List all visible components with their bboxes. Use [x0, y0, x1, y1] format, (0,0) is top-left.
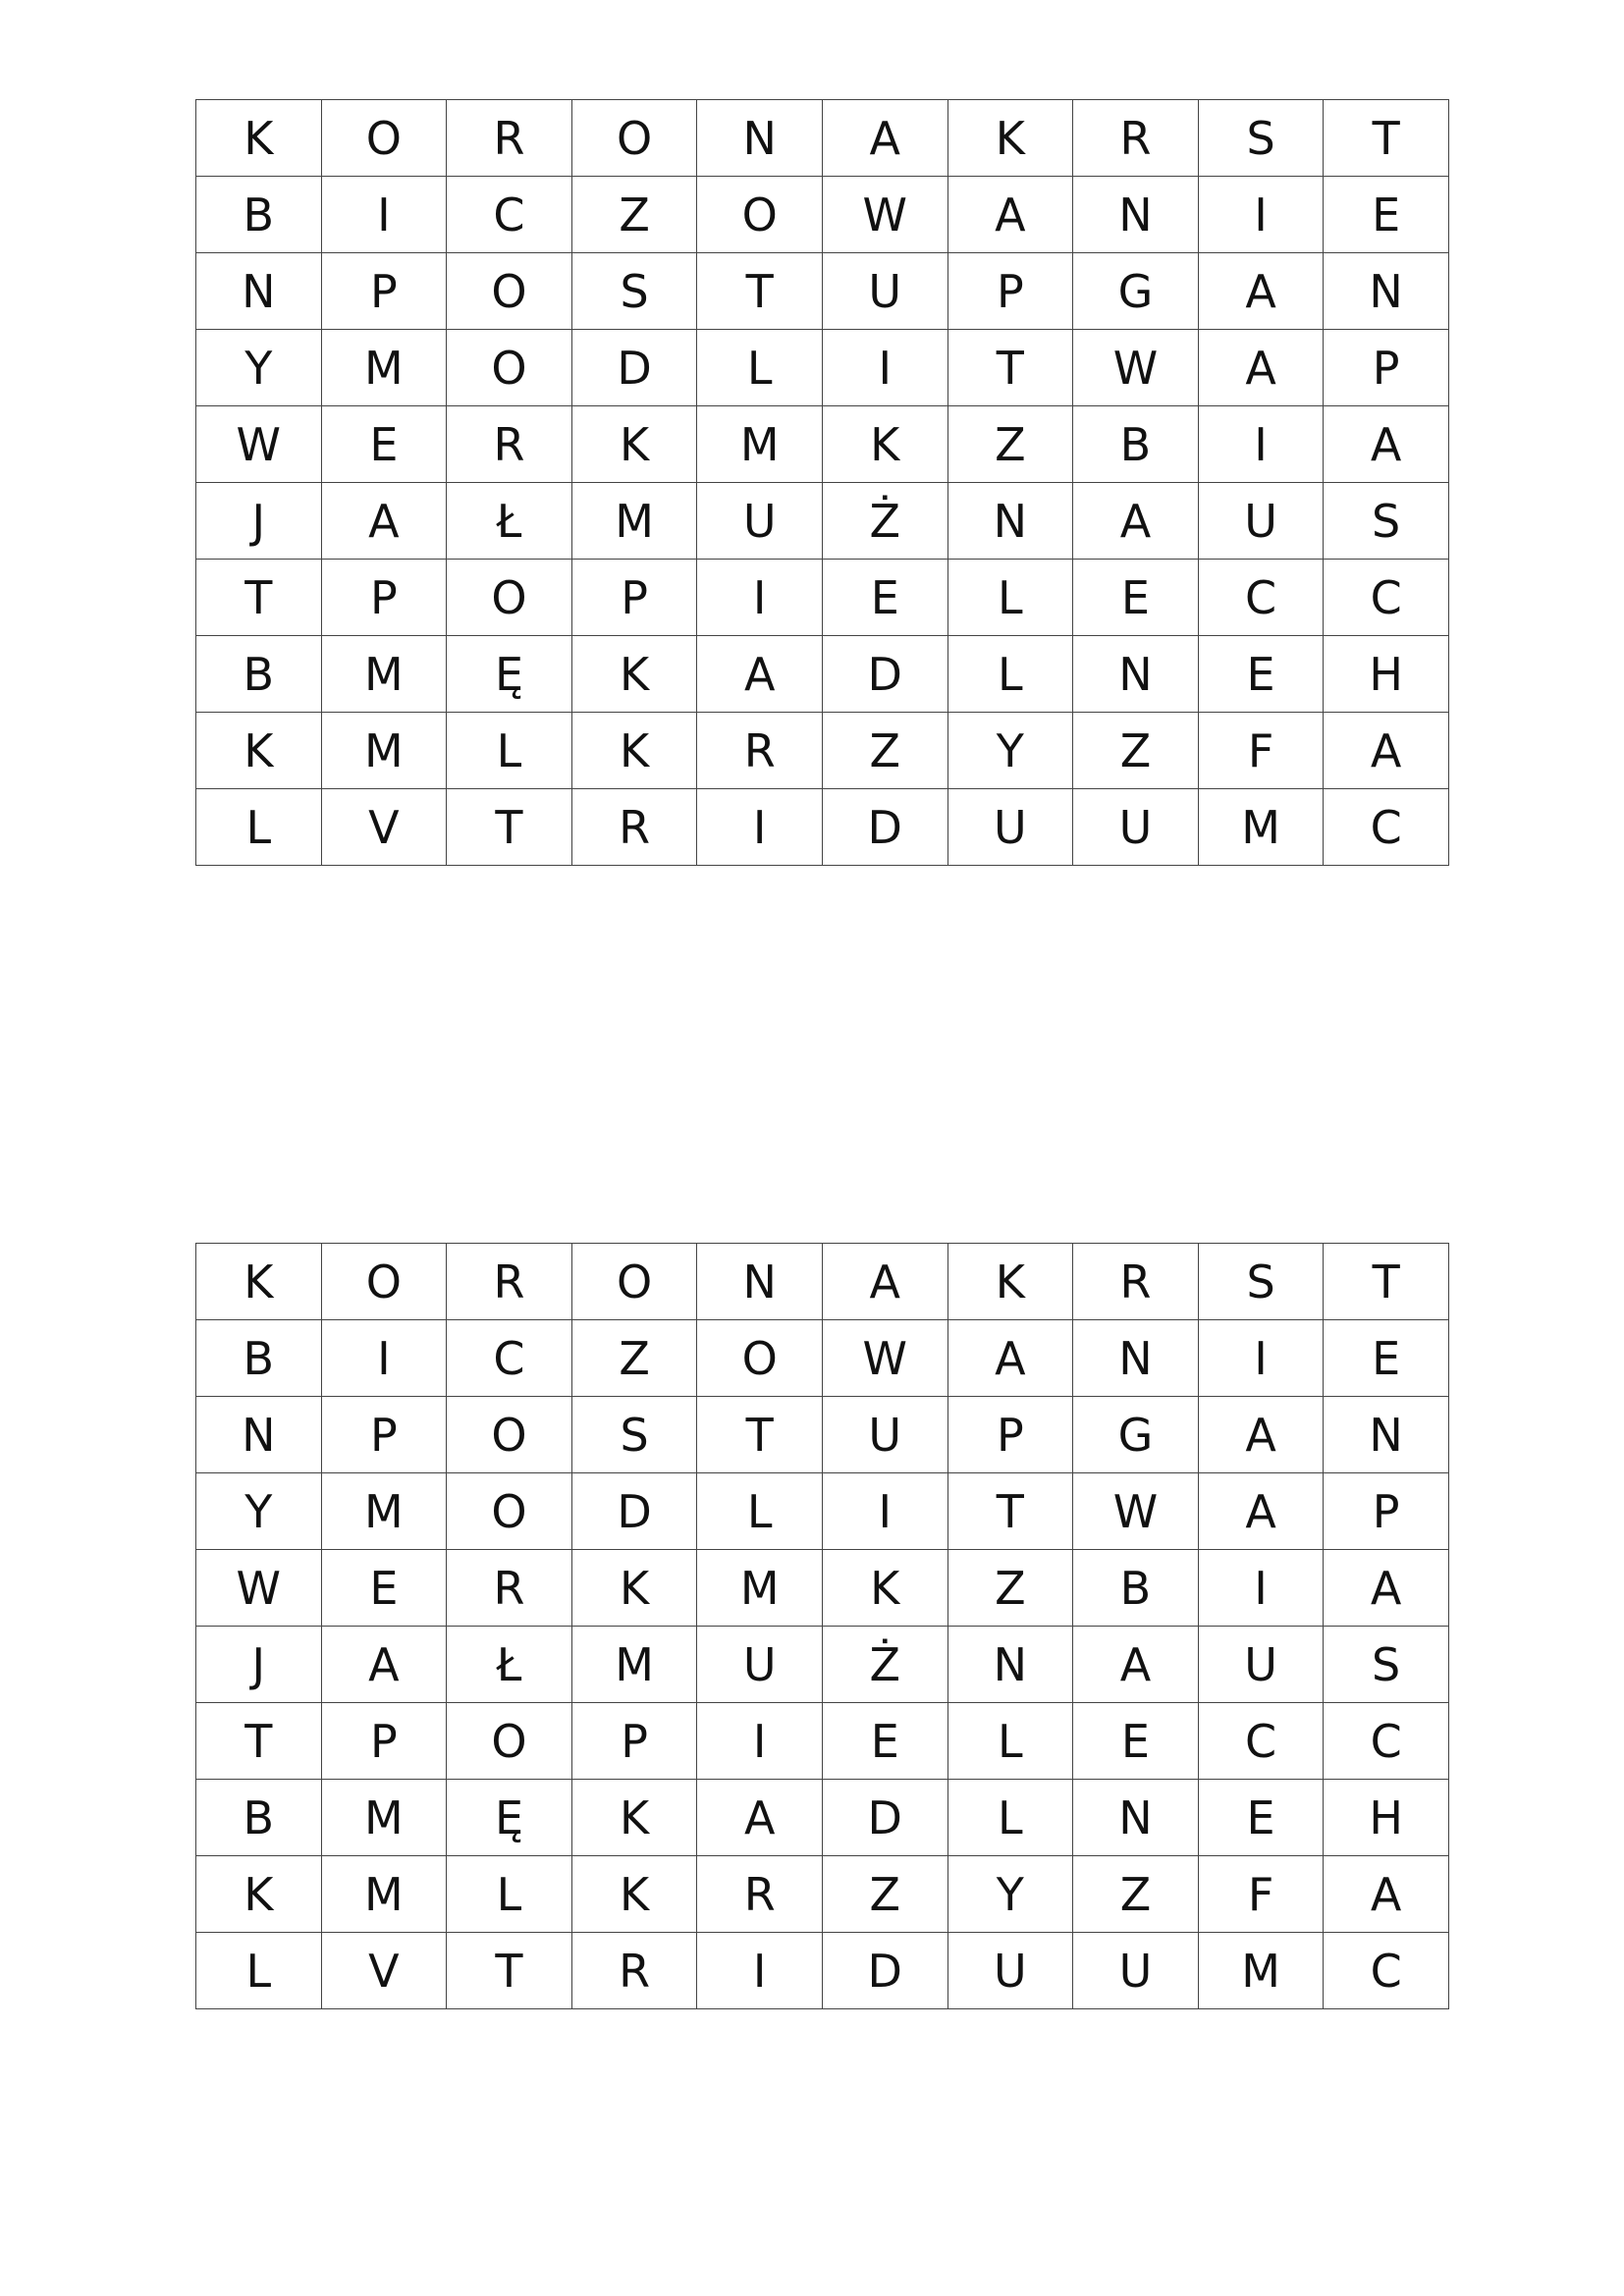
grid-cell: E: [1324, 1320, 1449, 1397]
grid-row: [196, 560, 1449, 636]
grid-row: [196, 1244, 1449, 1320]
grid-row: [196, 253, 1449, 330]
grid-cell: K: [822, 1550, 947, 1627]
grid-cell: N: [1073, 636, 1199, 713]
grid-cell: N: [1324, 253, 1449, 330]
grid-row: [196, 406, 1449, 483]
grid-cell: F: [1198, 1856, 1324, 1933]
grid-cell: W: [196, 406, 322, 483]
grid-cell: L: [196, 1933, 322, 2009]
grid-cell: P: [321, 1397, 447, 1473]
grid-row: [196, 1856, 1449, 1933]
grid-cell: C: [1324, 1933, 1449, 2009]
grid-cell: N: [1073, 1320, 1199, 1397]
grid-cell: J: [196, 1627, 322, 1703]
grid-row: [196, 330, 1449, 406]
grid-cell: M: [321, 1856, 447, 1933]
grid-cell: J: [196, 483, 322, 560]
grid-cell: M: [1198, 789, 1324, 866]
grid-row: [196, 483, 1449, 560]
grid-cell: P: [321, 560, 447, 636]
grid-cell: F: [1198, 713, 1324, 789]
grid-cell: N: [947, 1627, 1073, 1703]
grid-cell: A: [697, 636, 823, 713]
grid-row: [196, 1473, 1449, 1550]
grid-cell: K: [196, 713, 322, 789]
grid-cell: P: [571, 560, 697, 636]
grid-cell: U: [1198, 1627, 1324, 1703]
grid-cell: L: [196, 789, 322, 866]
grid-cell: O: [697, 177, 823, 253]
grid-cell: B: [196, 1780, 322, 1856]
grid-cell: R: [447, 100, 572, 177]
grid-cell: Y: [947, 713, 1073, 789]
grid-cell: C: [1324, 1703, 1449, 1780]
grid-row: [196, 1397, 1449, 1473]
grid-cell: U: [822, 1397, 947, 1473]
grid-cell: N: [1073, 1780, 1199, 1856]
grid-cell: M: [571, 483, 697, 560]
grid-cell: E: [1198, 1780, 1324, 1856]
grid-cell: Ł: [447, 483, 572, 560]
grid-row: [196, 1320, 1449, 1397]
grid-cell: Z: [571, 177, 697, 253]
grid-cell: P: [321, 1703, 447, 1780]
grid-cell: Z: [947, 1550, 1073, 1627]
grid-cell: A: [1198, 253, 1324, 330]
grid-cell: K: [196, 100, 322, 177]
grid-cell: T: [447, 789, 572, 866]
grid-cell: O: [447, 330, 572, 406]
grid-cell: Ę: [447, 636, 572, 713]
grid-cell: H: [1324, 636, 1449, 713]
grid-cell: O: [321, 100, 447, 177]
grid-cell: U: [1073, 789, 1199, 866]
grid-cell: I: [1198, 1550, 1324, 1627]
grid-row: [196, 1550, 1449, 1627]
grid-cell: R: [571, 789, 697, 866]
grid-cell: N: [1073, 177, 1199, 253]
grid-cell: T: [947, 330, 1073, 406]
grid-cell: Ż: [822, 483, 947, 560]
grid-cell: D: [822, 1933, 947, 2009]
grid-cell: D: [822, 1780, 947, 1856]
grid-cell: G: [1073, 1397, 1199, 1473]
grid-cell: E: [321, 1550, 447, 1627]
grid-cell: N: [196, 253, 322, 330]
grid-cell: N: [697, 100, 823, 177]
grid-cell: L: [947, 636, 1073, 713]
grid-cell: T: [1324, 100, 1449, 177]
grid-cell: W: [1073, 330, 1199, 406]
grid-cell: L: [697, 1473, 823, 1550]
grid-cell: U: [1198, 483, 1324, 560]
grid-cell: P: [947, 1397, 1073, 1473]
grid-cell: E: [1198, 636, 1324, 713]
grid-cell: W: [822, 1320, 947, 1397]
grid-cell: U: [822, 253, 947, 330]
grid-cell: B: [1073, 406, 1199, 483]
grid-cell: U: [697, 1627, 823, 1703]
grid-cell: K: [196, 1856, 322, 1933]
grid-cell: Ł: [447, 1627, 572, 1703]
grid-cell: S: [1198, 1244, 1324, 1320]
grid-cell: O: [571, 1244, 697, 1320]
grid-cell: R: [571, 1933, 697, 2009]
grid-cell: I: [1198, 177, 1324, 253]
grid-cell: M: [321, 1473, 447, 1550]
grid-cell: B: [196, 636, 322, 713]
grid-cell: T: [697, 253, 823, 330]
grid-cell: S: [1324, 483, 1449, 560]
grid-cell: I: [321, 1320, 447, 1397]
grid-cell: L: [447, 1856, 572, 1933]
grid-cell: A: [947, 1320, 1073, 1397]
grid-cell: O: [571, 100, 697, 177]
grid-cell: A: [1073, 483, 1199, 560]
grid-row: [196, 789, 1449, 866]
grid-cell: Z: [822, 713, 947, 789]
grid-cell: A: [822, 1244, 947, 1320]
grid-cell: C: [1198, 1703, 1324, 1780]
grid-cell: Z: [571, 1320, 697, 1397]
grid-cell: U: [947, 789, 1073, 866]
grid-cell: O: [447, 1473, 572, 1550]
grid-cell: K: [571, 406, 697, 483]
grid-cell: C: [1324, 560, 1449, 636]
grid-cell: I: [697, 1933, 823, 2009]
grid-cell: R: [1073, 1244, 1199, 1320]
grid-cell: V: [321, 1933, 447, 2009]
grid-cell: C: [447, 1320, 572, 1397]
grid-cell: W: [196, 1550, 322, 1627]
grid-cell: G: [1073, 253, 1199, 330]
grid-cell: W: [822, 177, 947, 253]
grid-cell: R: [447, 1550, 572, 1627]
grid-cell: Ę: [447, 1780, 572, 1856]
grid-cell: K: [571, 1856, 697, 1933]
grid-cell: A: [822, 100, 947, 177]
grid-row: [196, 1933, 1449, 2009]
grid-cell: S: [571, 253, 697, 330]
grid-cell: N: [697, 1244, 823, 1320]
grid-cell: O: [697, 1320, 823, 1397]
grid-row: [196, 713, 1449, 789]
grid-cell: Ż: [822, 1627, 947, 1703]
grid-cell: E: [1073, 560, 1199, 636]
grid-cell: P: [1324, 1473, 1449, 1550]
grid-cell: A: [947, 177, 1073, 253]
grid-cell: T: [947, 1473, 1073, 1550]
grid-cell: I: [1198, 406, 1324, 483]
grid-cell: K: [947, 100, 1073, 177]
grid-cell: D: [822, 789, 947, 866]
grid-cell: S: [1324, 1627, 1449, 1703]
grid-cell: A: [1198, 1397, 1324, 1473]
grid-cell: L: [447, 713, 572, 789]
grid-cell: H: [1324, 1780, 1449, 1856]
word-search-grid-bottom: [195, 1243, 1449, 2009]
grid-row: [196, 1780, 1449, 1856]
grid-cell: D: [822, 636, 947, 713]
grid-cell: E: [321, 406, 447, 483]
grid-cell: O: [447, 1397, 572, 1473]
grid-cell: L: [947, 1780, 1073, 1856]
grid-cell: M: [697, 406, 823, 483]
grid-cell: T: [1324, 1244, 1449, 1320]
grid-cell: N: [1324, 1397, 1449, 1473]
grid-cell: B: [196, 1320, 322, 1397]
grid-cell: P: [571, 1703, 697, 1780]
grid-cell: I: [697, 560, 823, 636]
grid-cell: I: [321, 177, 447, 253]
grid-cell: T: [697, 1397, 823, 1473]
grid-cell: E: [1073, 1703, 1199, 1780]
grid-cell: M: [1198, 1933, 1324, 2009]
grid-cell: Z: [1073, 713, 1199, 789]
grid-cell: B: [196, 177, 322, 253]
grid-cell: Y: [196, 1473, 322, 1550]
grid-cell: U: [697, 483, 823, 560]
grid-cell: M: [321, 713, 447, 789]
grid-cell: E: [1324, 177, 1449, 253]
grid-row: [196, 1703, 1449, 1780]
grid-cell: O: [321, 1244, 447, 1320]
grid-cell: K: [571, 1550, 697, 1627]
grid-cell: C: [1198, 560, 1324, 636]
grid-row: [196, 636, 1449, 713]
grid-cell: I: [697, 1703, 823, 1780]
grid-cell: Y: [196, 330, 322, 406]
grid-cell: A: [1198, 1473, 1324, 1550]
grid-cell: A: [1073, 1627, 1199, 1703]
grid-cell: Z: [947, 406, 1073, 483]
grid-cell: R: [1073, 100, 1199, 177]
grid-cell: R: [697, 1856, 823, 1933]
grid-row: [196, 1627, 1449, 1703]
grid-cell: W: [1073, 1473, 1199, 1550]
grid-cell: P: [321, 253, 447, 330]
grid-cell: T: [196, 1703, 322, 1780]
grid-cell: I: [822, 330, 947, 406]
grid-cell: R: [447, 1244, 572, 1320]
grid-cell: K: [947, 1244, 1073, 1320]
grid-cell: L: [947, 560, 1073, 636]
grid-cell: C: [1324, 789, 1449, 866]
grid-cell: A: [1324, 713, 1449, 789]
grid-cell: Z: [1073, 1856, 1199, 1933]
grid-cell: K: [571, 713, 697, 789]
grid-cell: A: [1324, 1856, 1449, 1933]
grid-cell: A: [321, 483, 447, 560]
grid-cell: S: [571, 1397, 697, 1473]
grid-cell: B: [1073, 1550, 1199, 1627]
grid-cell: A: [1198, 330, 1324, 406]
grid-cell: P: [1324, 330, 1449, 406]
grid-cell: T: [196, 560, 322, 636]
grid-cell: P: [947, 253, 1073, 330]
grid-cell: I: [822, 1473, 947, 1550]
grid-cell: D: [571, 1473, 697, 1550]
grid-cell: S: [1198, 100, 1324, 177]
grid-cell: K: [196, 1244, 322, 1320]
grid-cell: R: [447, 406, 572, 483]
grid-cell: O: [447, 253, 572, 330]
grid-cell: A: [697, 1780, 823, 1856]
grid-cell: Z: [822, 1856, 947, 1933]
grid-cell: D: [571, 330, 697, 406]
grid-cell: M: [697, 1550, 823, 1627]
grid-cell: V: [321, 789, 447, 866]
grid-cell: A: [321, 1627, 447, 1703]
grid-cell: O: [447, 560, 572, 636]
grid-cell: A: [1324, 1550, 1449, 1627]
grid-cell: T: [447, 1933, 572, 2009]
grid-cell: M: [321, 1780, 447, 1856]
grid-cell: O: [447, 1703, 572, 1780]
grid-cell: E: [822, 560, 947, 636]
grid-cell: K: [571, 636, 697, 713]
grid-cell: K: [822, 406, 947, 483]
grid-cell: M: [321, 636, 447, 713]
grid-cell: A: [1324, 406, 1449, 483]
grid-cell: L: [697, 330, 823, 406]
grid-cell: N: [196, 1397, 322, 1473]
grid-cell: U: [1073, 1933, 1199, 2009]
grid-cell: R: [697, 713, 823, 789]
grid-cell: U: [947, 1933, 1073, 2009]
grid-cell: C: [447, 177, 572, 253]
grid-cell: Y: [947, 1856, 1073, 1933]
grid-cell: N: [947, 483, 1073, 560]
grid-cell: K: [571, 1780, 697, 1856]
word-search-grid-top: [195, 99, 1449, 866]
grid-cell: E: [822, 1703, 947, 1780]
grid-cell: I: [1198, 1320, 1324, 1397]
grid-row: [196, 100, 1449, 177]
grid-cell: L: [947, 1703, 1073, 1780]
grid-cell: I: [697, 789, 823, 866]
grid-cell: M: [321, 330, 447, 406]
grid-cell: M: [571, 1627, 697, 1703]
grid-row: [196, 177, 1449, 253]
